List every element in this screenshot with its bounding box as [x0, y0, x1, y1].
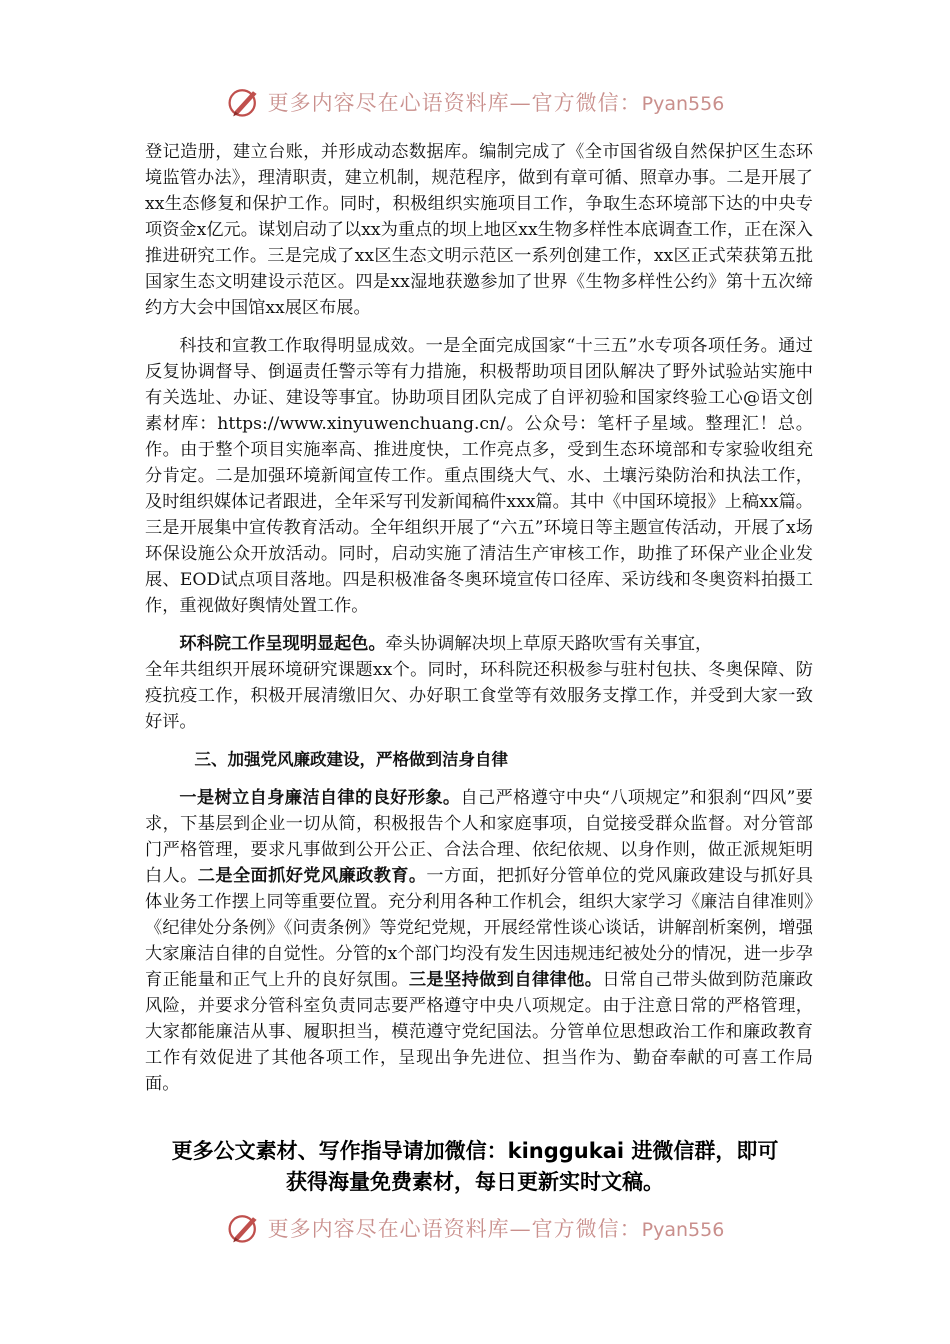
paragraph-3-text-a: 牵头协调解决坝上草原天路吹雪有关事宜， — [385, 634, 713, 654]
document-body — [145, 139, 813, 1097]
paragraph-4-lead-3: 三是坚持做到自律律他。 — [408, 970, 603, 990]
paragraph-4-lead-2: 二是全面抓好党风廉政教育。 — [197, 866, 427, 886]
banner-wechat-id: Pyan556 — [641, 1219, 725, 1241]
paragraph-4-text-2: 一方面，把抓好分管单位的党风廉政建设与抓好具体业务工作摆上同等重要位置。充分利用各种工作机会，组织大家学习《廉洁自律准则》《纪律处分条例》《问责条例》等党纪党规，开展经常性谈心谈话，讲解剖析案例，增强大家廉洁自律的自觉性。分管的x个部门均没有发生因违规违纪被处分的情况，进一步孕育正能量和正气上升的良好氛围。 — [145, 866, 813, 990]
banner-text — [268, 1213, 725, 1243]
paragraph-4-text-1: 自己严格遵守中央“八项规定”和狠刹“四风”要求，下基层到企业一切从简，积极报告个人和家庭事项，自觉接受群众监督。对分管部门严格管理，要求凡事做到公开公正、合法合理、依纪依规、以身作则，做正派规矩明白人。 — [145, 788, 813, 886]
banner-label: 更多内容尽在心语资料库—官方微信： — [267, 1217, 642, 1241]
banner-label: 更多内容尽在心语资料库—官方微信： — [267, 91, 642, 115]
paragraph-4 — [145, 785, 813, 1097]
promo-line-2: 获得海量免费素材，每日更新实时文稿。 — [286, 1170, 664, 1194]
paragraph-4-text-3: 日常自己带头做到防范廉政风险，并要求分管科室负责同志要严格遵守中央八项规定。由于注意日常的严格管理，大家都能廉洁从事、履职担当，模范遵守党纪国法。分管单位思想政治工作和廉政教育工作有效促进了其他各项工作，呈现出争先进位、担当作为、勤奋奉献的可喜工作局面。 — [145, 970, 813, 1094]
paragraph-1: 登记造册，建立台账，并形成动态数据库。编制完成了《全市国省级自然保护区生态环境监管办法》，理清职责，建立机制，规范程序，做到有章可循、照章办事。二是开展了xx生态修复和保护工作。同时，积极组织实施项目工作，争取生态环境部下达的中央专项资金x亿元。谋划启动了以xx为重点的坝上地区xx生物多样性本底调查工作，正在深入推进研究工作。三是完成了xx区生态文明示范区一系列创建工作，xx区正式荣获第五批国家生态文明建设示范区。四是xx湿地获邀参加了世界《生物多样性公约》第十五次缔约方大会中国馆xx展区布展。 — [145, 142, 813, 318]
paragraph-2: 科技和宣教工作取得明显成效。一是全面完成国家“十三五”水专项各项任务。通过反复协调督导、倒逼责任警示等有力措施，积极帮助项目团队解决了野外试验站实施中有关选址、办证、建设等事宜。协助项目团队完成了自评初验和国家终验工心@语文创素材库：https://www.xinyuwenchuang.cn/。公众号：笔杆子星域。整理汇！总。作。由于整个项目实施率高、推进度快，工作亮点多，受到生态环境部和专家验收组充分肯定。二是加强环境新闻宣传工作。重点围绕大气、水、土壤污染防治和执法工作，及时组织媒体记者跟进，全年采写刊发新闻稿件xxx篇。其中《中国环境报》上稿xx篇。三是开展集中宣传教育活动。全年组织开展了“六五”环境日等主题宣传活动，开展了x场环保设施公众开放活动。同时，启动实施了清洁生产审核工作，助推了环保产业企业发展、EOD试点项目落地。四是积极准备冬奥环境宣传口径库、采访线和冬奥资料拍摄工作，重视做好舆情处置工作。 — [145, 336, 813, 616]
pen-logo-icon — [226, 1210, 262, 1246]
section-heading-3: 三、加强党风廉政建设，严格做到洁身自律 — [194, 750, 508, 769]
paragraph-3-lead: 环科院工作呈现明显起色。 — [179, 634, 386, 654]
promo-note — [125, 1136, 825, 1198]
banner-wechat-id: Pyan556 — [641, 93, 725, 115]
pen-logo-icon — [226, 84, 262, 120]
banner-text — [268, 87, 725, 117]
header-banner — [0, 82, 950, 122]
paragraph-3 — [145, 631, 813, 735]
footer-banner — [0, 1208, 950, 1248]
promo-line-1: 更多公文素材、写作指导请加微信：kinggukai 进微信群，即可 — [171, 1139, 779, 1163]
paragraph-4-lead-1: 一是树立自身廉洁自律的良好形象。 — [179, 788, 461, 808]
paragraph-3-text-b: 全年共组织开展环境研究课题xx个。同时，环科院还积极参与驻村包扶、冬奥保障、防疫抗疫工作，积极开展清缴旧欠、办好职工食堂等有效服务支撑工作，并受到大家一致好评。 — [145, 660, 813, 732]
